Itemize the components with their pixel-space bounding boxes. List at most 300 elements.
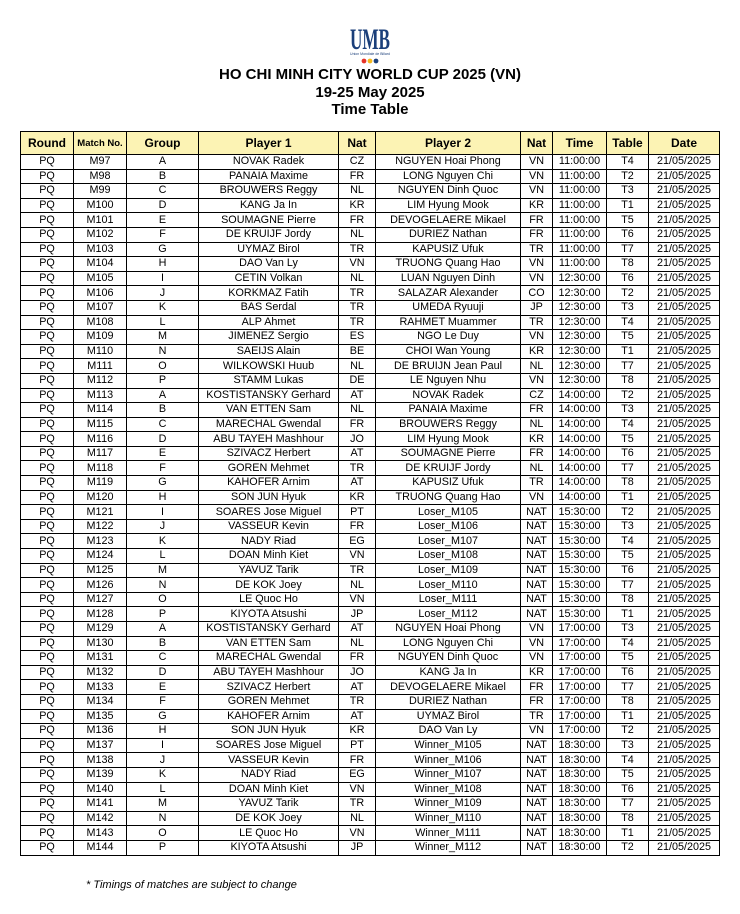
cell-nat1: DE	[339, 373, 376, 388]
cell-match-no: M138	[74, 753, 127, 768]
cell-nat1: BE	[339, 344, 376, 359]
col-nat1: Nat	[339, 132, 376, 155]
cell-group: H	[127, 490, 199, 505]
timetable	[20, 131, 720, 856]
cell-player2: Winner_M111	[376, 826, 521, 841]
cell-date: 21/05/2025	[649, 826, 720, 841]
cell-nat1: AT	[339, 446, 376, 461]
cell-player1: VASSEUR Kevin	[199, 519, 339, 534]
table-row	[21, 811, 720, 826]
cell-group: C	[127, 184, 199, 199]
cell-player2: Winner_M106	[376, 753, 521, 768]
cell-player2: NOVAK Radek	[376, 388, 521, 403]
cell-time: 12:30:00	[553, 344, 607, 359]
cell-nat1: VN	[339, 549, 376, 564]
cell-table-no: T5	[607, 767, 649, 782]
cell-nat2: NAT	[521, 767, 553, 782]
cell-time: 14:00:00	[553, 432, 607, 447]
cell-match-no: M100	[74, 198, 127, 213]
cell-nat1: KR	[339, 724, 376, 739]
cell-player2: BROUWERS Reggy	[376, 417, 521, 432]
table-row	[21, 330, 720, 345]
cell-table-no: T7	[607, 578, 649, 593]
cell-match-no: M107	[74, 300, 127, 315]
cell-group: G	[127, 709, 199, 724]
cell-match-no: M102	[74, 227, 127, 242]
cell-round: PQ	[21, 271, 74, 286]
cell-player1: KOSTISTANSKY Gerhard	[199, 388, 339, 403]
cell-player2: DE KRUIJF Jordy	[376, 461, 521, 476]
cell-nat1: FR	[339, 651, 376, 666]
cell-table-no: T2	[607, 840, 649, 855]
cell-round: PQ	[21, 665, 74, 680]
col-player1: Player 1	[199, 132, 339, 155]
cell-player1: KAHOFER Arnim	[199, 476, 339, 491]
cell-time: 15:30:00	[553, 563, 607, 578]
cell-player1: KANG Ja In	[199, 198, 339, 213]
cell-group: B	[127, 169, 199, 184]
cell-player2: NGUYEN Dinh Quoc	[376, 184, 521, 199]
cell-nat1: TR	[339, 694, 376, 709]
col-group: Group	[127, 132, 199, 155]
cell-match-no: M104	[74, 257, 127, 272]
cell-date: 21/05/2025	[649, 373, 720, 388]
cell-group: M	[127, 797, 199, 812]
table-row	[21, 534, 720, 549]
cell-match-no: M116	[74, 432, 127, 447]
cell-table-no: T5	[607, 330, 649, 345]
cell-date: 21/05/2025	[649, 840, 720, 855]
cell-table-no: T1	[607, 344, 649, 359]
cell-table-no: T5	[607, 213, 649, 228]
cell-nat2: CZ	[521, 388, 553, 403]
cell-nat2: JP	[521, 300, 553, 315]
cell-match-no: M139	[74, 767, 127, 782]
cell-table-no: T5	[607, 651, 649, 666]
cell-date: 21/05/2025	[649, 607, 720, 622]
cell-match-no: M117	[74, 446, 127, 461]
cell-nat1: NL	[339, 227, 376, 242]
cell-date: 21/05/2025	[649, 300, 720, 315]
cell-time: 18:30:00	[553, 826, 607, 841]
cell-nat2: NAT	[521, 811, 553, 826]
table-row	[21, 826, 720, 841]
cell-group: K	[127, 767, 199, 782]
cell-round: PQ	[21, 373, 74, 388]
table-row	[21, 359, 720, 374]
cell-table-no: T4	[607, 753, 649, 768]
cell-group: C	[127, 651, 199, 666]
cell-player1: SOARES Jose Miguel	[199, 738, 339, 753]
cell-group: K	[127, 534, 199, 549]
cell-group: D	[127, 198, 199, 213]
cell-player2: DURIEZ Nathan	[376, 227, 521, 242]
umb-logo	[344, 16, 396, 66]
table-row	[21, 271, 720, 286]
cell-player1: BROUWERS Reggy	[199, 184, 339, 199]
cell-round: PQ	[21, 636, 74, 651]
cell-date: 21/05/2025	[649, 563, 720, 578]
cell-player2: KAPUSIZ Ufuk	[376, 476, 521, 491]
cell-time: 14:00:00	[553, 388, 607, 403]
cell-match-no: M127	[74, 592, 127, 607]
cell-time: 15:30:00	[553, 519, 607, 534]
cell-group: K	[127, 300, 199, 315]
table-row	[21, 300, 720, 315]
cell-time: 17:00:00	[553, 665, 607, 680]
table-row	[21, 446, 720, 461]
cell-player1: VAN ETTEN Sam	[199, 636, 339, 651]
cell-player2: Winner_M112	[376, 840, 521, 855]
cell-match-no: M119	[74, 476, 127, 491]
cell-date: 21/05/2025	[649, 242, 720, 257]
cell-nat2: KR	[521, 198, 553, 213]
cell-time: 12:30:00	[553, 330, 607, 345]
cell-table-no: T8	[607, 373, 649, 388]
cell-date: 21/05/2025	[649, 213, 720, 228]
table-row	[21, 519, 720, 534]
cell-nat2: NAT	[521, 738, 553, 753]
cell-player2: PANAIA Maxime	[376, 403, 521, 418]
cell-group: E	[127, 213, 199, 228]
cell-player1: UYMAZ Birol	[199, 242, 339, 257]
cell-time: 15:30:00	[553, 534, 607, 549]
table-row	[21, 782, 720, 797]
cell-group: G	[127, 242, 199, 257]
cell-match-no: M108	[74, 315, 127, 330]
cell-table-no: T3	[607, 738, 649, 753]
cell-match-no: M131	[74, 651, 127, 666]
cell-nat2: FR	[521, 446, 553, 461]
cell-match-no: M120	[74, 490, 127, 505]
cell-match-no: M99	[74, 184, 127, 199]
cell-date: 21/05/2025	[649, 519, 720, 534]
table-row	[21, 184, 720, 199]
col-round: Round	[21, 132, 74, 155]
cell-nat1: FR	[339, 519, 376, 534]
cell-round: PQ	[21, 709, 74, 724]
cell-group: D	[127, 665, 199, 680]
cell-player1: JIMENEZ Sergio	[199, 330, 339, 345]
cell-player2: Winner_M108	[376, 782, 521, 797]
cell-table-no: T5	[607, 549, 649, 564]
table-row	[21, 432, 720, 447]
cell-time: 11:00:00	[553, 227, 607, 242]
cell-player2: LUAN Nguyen Dinh	[376, 271, 521, 286]
cell-group: H	[127, 257, 199, 272]
cell-round: PQ	[21, 403, 74, 418]
cell-table-no: T6	[607, 227, 649, 242]
cell-nat2: VN	[521, 724, 553, 739]
cell-nat2: NAT	[521, 505, 553, 520]
cell-time: 14:00:00	[553, 490, 607, 505]
cell-match-no: M128	[74, 607, 127, 622]
cell-group: F	[127, 694, 199, 709]
cell-group: P	[127, 607, 199, 622]
cell-nat2: TR	[521, 476, 553, 491]
cell-time: 15:30:00	[553, 549, 607, 564]
cell-player2: LIM Hyung Mook	[376, 198, 521, 213]
cell-table-no: T8	[607, 592, 649, 607]
cell-group: I	[127, 738, 199, 753]
table-row	[21, 738, 720, 753]
cell-date: 21/05/2025	[649, 534, 720, 549]
cell-player1: YAVUZ Tarik	[199, 797, 339, 812]
cell-nat2: KR	[521, 432, 553, 447]
cell-round: PQ	[21, 330, 74, 345]
cell-group: B	[127, 636, 199, 651]
cell-nat2: VN	[521, 622, 553, 637]
cell-player1: WILKOWSKI Huub	[199, 359, 339, 374]
cell-player2: SALAZAR Alexander	[376, 286, 521, 301]
cell-time: 17:00:00	[553, 680, 607, 695]
cell-date: 21/05/2025	[649, 271, 720, 286]
cell-date: 21/05/2025	[649, 417, 720, 432]
cell-round: PQ	[21, 607, 74, 622]
cell-round: PQ	[21, 549, 74, 564]
cell-player2: Loser_M109	[376, 563, 521, 578]
cell-player2: Winner_M107	[376, 767, 521, 782]
cell-time: 11:00:00	[553, 198, 607, 213]
cell-player2: DAO Van Ly	[376, 724, 521, 739]
cell-match-no: M134	[74, 694, 127, 709]
cell-round: PQ	[21, 242, 74, 257]
cell-time: 17:00:00	[553, 694, 607, 709]
cell-player2: CHOI Wan Young	[376, 344, 521, 359]
cell-match-no: M110	[74, 344, 127, 359]
cell-table-no: T6	[607, 782, 649, 797]
cell-player2: Loser_M105	[376, 505, 521, 520]
cell-date: 21/05/2025	[649, 505, 720, 520]
cell-group: P	[127, 373, 199, 388]
cell-player1: BAS Serdal	[199, 300, 339, 315]
cell-player2: NGUYEN Dinh Quoc	[376, 651, 521, 666]
cell-table-no: T2	[607, 286, 649, 301]
cell-group: B	[127, 403, 199, 418]
cell-time: 14:00:00	[553, 403, 607, 418]
cell-nat1: NL	[339, 359, 376, 374]
cell-table-no: T4	[607, 417, 649, 432]
cell-player1: STAMM Lukas	[199, 373, 339, 388]
cell-match-no: M136	[74, 724, 127, 739]
cell-match-no: M137	[74, 738, 127, 753]
cell-player2: LONG Nguyen Chi	[376, 636, 521, 651]
cell-match-no: M106	[74, 286, 127, 301]
cell-nat1: JP	[339, 840, 376, 855]
cell-date: 21/05/2025	[649, 315, 720, 330]
table-row	[21, 388, 720, 403]
cell-nat1: JO	[339, 665, 376, 680]
cell-nat2: FR	[521, 694, 553, 709]
cell-match-no: M114	[74, 403, 127, 418]
cell-group: N	[127, 811, 199, 826]
cell-round: PQ	[21, 767, 74, 782]
cell-group: A	[127, 622, 199, 637]
cell-nat2: CO	[521, 286, 553, 301]
table-row	[21, 651, 720, 666]
table-row	[21, 257, 720, 272]
cell-nat1: CZ	[339, 155, 376, 170]
svg-text:Union Mondiale de Billard: Union Mondiale de Billard	[350, 52, 390, 56]
cell-round: PQ	[21, 490, 74, 505]
cell-table-no: T4	[607, 155, 649, 170]
cell-group: M	[127, 563, 199, 578]
table-row	[21, 665, 720, 680]
cell-nat2: FR	[521, 213, 553, 228]
cell-round: PQ	[21, 286, 74, 301]
cell-nat1: FR	[339, 417, 376, 432]
cell-group: E	[127, 680, 199, 695]
cell-round: PQ	[21, 782, 74, 797]
cell-time: 12:30:00	[553, 373, 607, 388]
cell-round: PQ	[21, 622, 74, 637]
cell-player1: SAEIJS Alain	[199, 344, 339, 359]
cell-player1: KOSTISTANSKY Gerhard	[199, 622, 339, 637]
cell-match-no: M143	[74, 826, 127, 841]
cell-table-no: T7	[607, 461, 649, 476]
cell-round: PQ	[21, 315, 74, 330]
cell-player1: ABU TAYEH Mashhour	[199, 432, 339, 447]
cell-time: 11:00:00	[553, 257, 607, 272]
cell-group: N	[127, 344, 199, 359]
cell-table-no: T6	[607, 271, 649, 286]
cell-date: 21/05/2025	[649, 738, 720, 753]
cell-match-no: M133	[74, 680, 127, 695]
cell-player1: ALP Ahmet	[199, 315, 339, 330]
cell-nat1: AT	[339, 388, 376, 403]
cell-player1: SOUMAGNE Pierre	[199, 213, 339, 228]
cell-nat1: NL	[339, 403, 376, 418]
cell-player2: DEVOGELAERE Mikael	[376, 213, 521, 228]
cell-match-no: M115	[74, 417, 127, 432]
table-row	[21, 461, 720, 476]
cell-date: 21/05/2025	[649, 665, 720, 680]
cell-time: 18:30:00	[553, 738, 607, 753]
cell-table-no: T2	[607, 724, 649, 739]
cell-round: PQ	[21, 724, 74, 739]
cell-table-no: T1	[607, 198, 649, 213]
cell-nat1: NL	[339, 578, 376, 593]
cell-match-no: M135	[74, 709, 127, 724]
cell-time: 18:30:00	[553, 782, 607, 797]
cell-date: 21/05/2025	[649, 403, 720, 418]
cell-match-no: M121	[74, 505, 127, 520]
cell-player1: SOARES Jose Miguel	[199, 505, 339, 520]
cell-nat1: NL	[339, 271, 376, 286]
cell-match-no: M97	[74, 155, 127, 170]
event-title: HO CHI MINH CITY WORLD CUP 2025 (VN)	[219, 66, 521, 83]
table-row	[21, 155, 720, 170]
cell-nat1: NL	[339, 184, 376, 199]
cell-group: L	[127, 549, 199, 564]
cell-table-no: T3	[607, 184, 649, 199]
cell-round: PQ	[21, 300, 74, 315]
cell-round: PQ	[21, 797, 74, 812]
cell-nat1: AT	[339, 476, 376, 491]
cell-player2: Loser_M106	[376, 519, 521, 534]
table-row	[21, 578, 720, 593]
cell-player2: UYMAZ Birol	[376, 709, 521, 724]
cell-date: 21/05/2025	[649, 286, 720, 301]
cell-player2: Loser_M108	[376, 549, 521, 564]
svg-text:UMB: UMB	[350, 23, 390, 56]
cell-nat1: AT	[339, 680, 376, 695]
table-row	[21, 417, 720, 432]
col-table: Table	[607, 132, 649, 155]
cell-match-no: M122	[74, 519, 127, 534]
cell-player1: LE Quoc Ho	[199, 826, 339, 841]
cell-nat2: VN	[521, 184, 553, 199]
cell-table-no: T2	[607, 388, 649, 403]
cell-player1: KIYOTA Atsushi	[199, 607, 339, 622]
cell-player2: UMEDA Ryuuji	[376, 300, 521, 315]
cell-nat1: AT	[339, 709, 376, 724]
cell-table-no: T2	[607, 169, 649, 184]
cell-nat2: TR	[521, 242, 553, 257]
cell-nat1: AT	[339, 622, 376, 637]
cell-player1: NOVAK Radek	[199, 155, 339, 170]
cell-round: PQ	[21, 753, 74, 768]
cell-table-no: T3	[607, 403, 649, 418]
cell-nat2: NAT	[521, 840, 553, 855]
cell-table-no: T7	[607, 242, 649, 257]
table-header-row	[21, 132, 720, 155]
cell-table-no: T8	[607, 694, 649, 709]
cell-round: PQ	[21, 505, 74, 520]
cell-time: 18:30:00	[553, 811, 607, 826]
cell-date: 21/05/2025	[649, 490, 720, 505]
cell-match-no: M111	[74, 359, 127, 374]
cell-nat2: VN	[521, 155, 553, 170]
cell-time: 11:00:00	[553, 155, 607, 170]
cell-player1: NADY Riad	[199, 767, 339, 782]
cell-time: 15:30:00	[553, 592, 607, 607]
cell-match-no: M124	[74, 549, 127, 564]
cell-nat1: VN	[339, 592, 376, 607]
table-row	[21, 169, 720, 184]
cell-round: PQ	[21, 257, 74, 272]
cell-time: 12:30:00	[553, 286, 607, 301]
cell-table-no: T4	[607, 534, 649, 549]
cell-player2: NGO Le Duy	[376, 330, 521, 345]
cell-date: 21/05/2025	[649, 753, 720, 768]
cell-player1: VASSEUR Kevin	[199, 753, 339, 768]
cell-match-no: M144	[74, 840, 127, 855]
cell-player1: SON JUN Hyuk	[199, 724, 339, 739]
cell-nat1: TR	[339, 563, 376, 578]
cell-date: 21/05/2025	[649, 184, 720, 199]
cell-date: 21/05/2025	[649, 359, 720, 374]
cell-player1: ABU TAYEH Mashhour	[199, 665, 339, 680]
cell-nat1: TR	[339, 797, 376, 812]
cell-group: I	[127, 505, 199, 520]
cell-round: PQ	[21, 534, 74, 549]
cell-time: 11:00:00	[553, 169, 607, 184]
cell-time: 14:00:00	[553, 417, 607, 432]
cell-round: PQ	[21, 461, 74, 476]
cell-nat2: NAT	[521, 826, 553, 841]
cell-group: J	[127, 286, 199, 301]
cell-nat2: NAT	[521, 578, 553, 593]
cell-table-no: T3	[607, 622, 649, 637]
cell-match-no: M103	[74, 242, 127, 257]
cell-date: 21/05/2025	[649, 578, 720, 593]
cell-nat2: VN	[521, 490, 553, 505]
cell-nat2: VN	[521, 271, 553, 286]
table-row	[21, 344, 720, 359]
cell-table-no: T4	[607, 315, 649, 330]
cell-player2: Loser_M112	[376, 607, 521, 622]
